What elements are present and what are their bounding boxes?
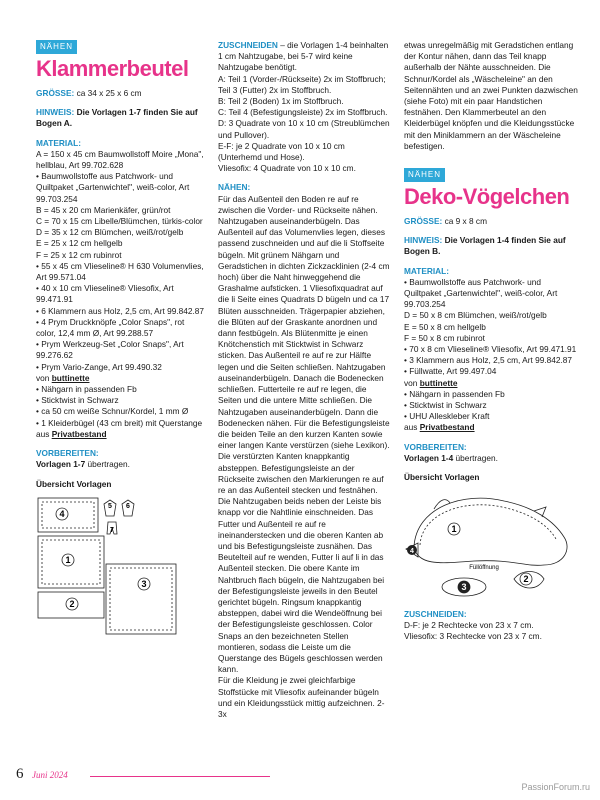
material-heading: MATERIAL: [404,265,450,276]
overview-heading: Übersicht Vorlagen [36,478,112,489]
extra-item: • Sticktwist in Schwarz [404,400,487,411]
continued-text: etwas unregelmäßig mit Geradstichen entlang der Kontur nähen, dann das Teil knapp außerhalb der Nähte ausschneiden. Die Schnur/Kordel als „Wäscheleine" an den Seitennähten und an zwei Punkten dazwischen (siehe Foto) mit ein paar Handstichen festnähen. Den Klammerbeutel an den Kleiderbügel knöpfen und die Kleidungsstücke mit den Miniklammern an der Wäscheleine befestigen. [404,40,578,151]
diagram-number: 2 [523,574,529,585]
diagram-number: 7 [110,526,114,534]
extra-item: • 1 Kleiderbügel (43 cm breit) mit Querstange [36,417,203,428]
middle-column [218,40,390,720]
prep-heading: VORBEREITEN: [404,441,467,452]
extra-item: • Nähgarn in passenden Fb [404,388,505,399]
material-item: • Baumwollstoffe aus Patchwork- und Quiltpaket „Gartenwichtel", weiß-color, Art 99.703.254 [36,171,190,204]
material-item: E = 25 x 12 cm hellgelb [36,238,123,249]
size-line: GRÖSSE: ca 9 x 8 cm [404,216,487,227]
cut-intro: ZUSCHNEIDEN – die Vorlagen 1-4 beinhalten 1 cm Nahtzugabe, bei 5-7 wird keine Nahtzugabe benötigt. [218,40,389,73]
extra-item: • ca 50 cm weiße Schnur/Kordel, 1 mm Ø [36,406,189,417]
diagram-number: 4 [59,508,65,519]
material-item: • 70 x 8 cm Vlieseline® Vliesofix, Art 99.471.91 [404,344,577,355]
bird-pattern-diagram [404,487,580,605]
size-line: GRÖSSE: ca 34 x 25 x 6 cm [36,88,142,98]
diagram-number: 4 [410,548,414,556]
cut-item: B: Teil 2 (Boden) 1x im Stoffbruch. [218,96,344,107]
cut-item: A: Teil 1 (Vorder-/Rückseite) 2x im Stoffbruch; Teil 3 (Futter) 2x im Stoffbruch. [218,73,386,95]
prep-heading: VORBEREITEN: [36,448,99,459]
material-item: • Prym Werkzeug-Set „Color Snaps", Art 99.276.62 [36,339,184,361]
supplier-line: von buttinette [404,377,458,388]
diagram-number: 3 [141,578,147,589]
material-item: B = 45 x 20 cm Marienkäfer, grün/rot [36,204,171,215]
material-item: • 6 Klammern aus Holz, 2,5 cm, Art 99.842.87 [36,305,204,316]
extra-item: • UHU Alleskleber Kraft [404,411,490,422]
diagram-number: 5 [108,502,112,510]
extra-item: • Nähgarn in passenden Fb [36,384,137,395]
footer-divider [90,776,270,777]
material-item: D = 35 x 12 cm Blümchen, weiß/rot/gelb [36,227,184,238]
cut-item: E-F: je 2 Quadrate von 10 x 10 cm (Unterhemd und Hose). [218,140,345,163]
diagram-number: 3 [461,582,467,593]
sew-text-2: Für die Kleidung je zwei gleichfarbige Stoffstücke mit Vliesofix aufeinander bügeln und ein Kleidungsstück mittig aufzeichnen. 2-3x [218,675,385,719]
prep-text: Vorlagen 1-4 übertragen. [404,452,498,463]
material-item: F = 25 x 12 cm rubinrot [36,249,122,260]
material-item: • 4 Prym Druckknöpfe „Color Snaps", rot color, 12,4 mm Ø, Art 99.288.57 [36,316,185,339]
supplier-line: von buttinette [36,372,90,383]
overview-heading: Übersicht Vorlagen [404,472,480,483]
hint-line: HINWEIS: Die Vorlagen 1-7 finden Sie auf Bogen A. [36,107,198,129]
article-title: Deko-Vögelchen [404,184,570,210]
cut-heading: ZUSCHNEIDEN: [404,608,467,619]
material-item: • 3 Klammern aus Holz, 2,5 cm, Art 99.842.87 [404,355,572,366]
material-item: A = 150 x 45 cm Baumwollstoff Moire „Mona", hellblau, Art 99.702.628 [36,148,204,171]
material-item: E = 50 x 8 cm hellgelb [404,321,486,332]
sew-heading: NÄHEN: [218,182,251,193]
material-item: C = 70 x 15 cm Libelle/Blümchen, türkis-color [36,216,203,227]
material-item: • 40 x 10 cm Vlieseline® Vliesofix, Art 99.471.91 [36,283,174,305]
material-list [36,149,206,373]
material-item: • Füllwatte, Art 99.497.04 [404,366,497,377]
left-column [36,40,206,657]
material-item: D = 50 x 8 cm Blümchen, weiß/rot/gelb [404,310,547,321]
watermark: PassionForum.ru [521,782,590,792]
page-number: 6 [16,766,24,782]
diagram-number: 2 [69,598,75,609]
section-tag: NÄHEN [36,40,77,54]
filling-opening-label: Füllöffnung [469,565,499,572]
cut-item: Vliesofix: 3 Rechtecke von 23 x 7 cm. [404,630,542,641]
extra-item: • Sticktwist in Schwarz [36,395,119,406]
diagram-number: 1 [65,554,71,565]
section-tag: NÄHEN [404,168,445,182]
sew-text: Für das Außenteil den Boden re auf re zwischen die Vorder- und Rückseite nähen. Nahtzugaben auseinanderbügeln. Das Außenteil auf das Volumenvlies legen, dieses passend zuschneiden und auf die li Stoffseite bügeln. Mit grünem Nähgarn und Geradstichen in dichten Zickzacklinien (2-4 cm hoch) über die Naht hinweggehend die Grashalme aufsticken. 1 Vliesofixquadrat auf die li Seite eines Quadrats D bügeln und ca 17 Blüten ausschneiden. Trägerpapier abziehen, die Blüten auf der Graskante anordnen und dann festbügeln. Als Blütenmitte je einen Knötchenstich mit Sticktwist in Schwarz sticken. Das Außenteil re auf re zur Hälfte legen und die Seiten schließen. Nahtzugaben auseinanderbügeln. Danach die Bodenecken schließen. Futterteile re auf re legen, die Seiten und die untere Mitte schließen. Die Nahtzugaben auseinanderbügeln. Dann die Bodenecken nähen. Für die Befestigungsleiste die beiden Teile an den kurzen Kanten sowie einer langen Kante verstürzen (siehe Lexikon). Die verstürzten Kanten knappkantig absteppen. Befestigungsleiste an der Rückseite zwischen den Markierungen re auf re an das Außenteil stecken und festnähen. Die Nahtzugaben beids neben der Leiste bis knapp vor die Nahtlinie einschneiden. Das Futter und Außenteil re auf re ineinanderstecken und die oberen Kanten ab und bis Befestigungsleiste zusnähen. Das Beutelteil auf re wenden, Futter li auf li in das Außenteil stecken. Die obere Kante im Nahtbruch flach bügeln, die Nahtzugaben bei der Befestigungsleiste jeweils in den Beutel gerichtet bügeln. Ringsum knappkantig absteppen, dabei wird die Wendeöffnung bei der Befestigungsleiste geschlossen. Color Snaps an den bezeichneten Stellen montieren, sodass die Leiste um die Querstange des Bügels geschlossen werden kann. [218,193,390,675]
cut-item: Vliesofix: 4 Quadrate von 10 x 10 cm. [218,163,356,174]
piece-3 [106,564,176,634]
issue-date: Juni 2024 [32,770,68,780]
diagram-number: 6 [126,502,130,510]
article-title: Klammerbeutel [36,56,189,81]
hint-line: HINWEIS: Die Vorlagen 1-4 finden Sie auf Bogen B. [404,235,566,257]
cut-item: C: Teil 4 (Befestigungsleiste) 2x im Stoffbruch. [218,107,388,118]
material-item: • Baumwollstoffe aus Patchwork- und Quiltpaket „Gartenwichtel", weiß-color, Art 99.703.254 [404,276,558,310]
private-line: aus Privatbestand [404,422,475,433]
pattern-overview-diagram [36,494,206,654]
piece-bird-body [414,498,567,565]
private-line: aus Privatbestand [36,428,107,439]
material-item: F = 50 x 8 cm rubinrot [404,332,485,343]
material-heading: MATERIAL: [36,137,82,148]
material-item: • 55 x 45 cm Vlieseline® H 630 Volumenvlies, Art 99.571.04 [36,260,204,283]
cut-item: D: 3 Quadrate von 10 x 10 cm (Streublümchen und Pullover). [218,118,390,140]
cut-item: D-F: je 2 Rechtecke von 23 x 7 cm. [404,619,534,630]
diagram-number: 1 [451,524,457,535]
material-item: • Prym Vario-Zange, Art 99.490.32 [36,361,162,372]
right-column [404,40,580,642]
prep-text: Vorlagen 1-7 übertragen. [36,459,130,470]
